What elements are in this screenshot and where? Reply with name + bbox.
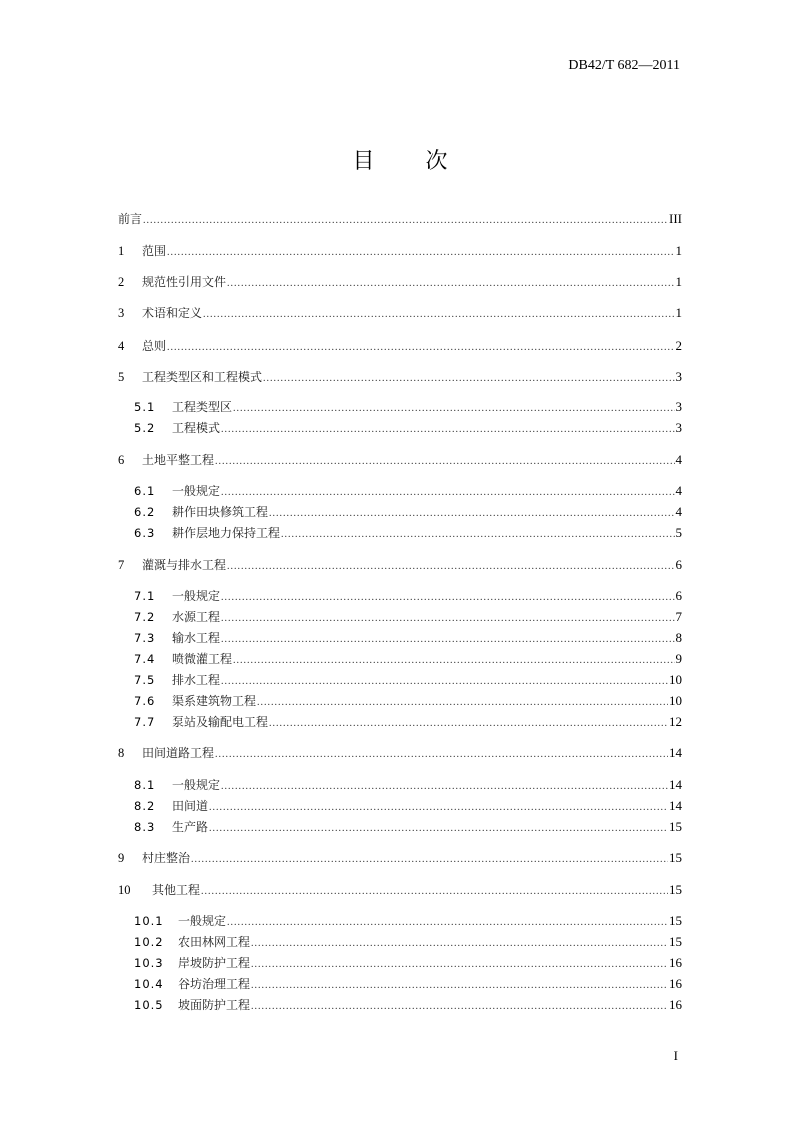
dot-leader [263, 370, 674, 388]
toc-page-number: 6 [675, 588, 682, 603]
toc-section-number: 10.2 [134, 935, 164, 949]
toc-section-title: 术语和定义 [142, 306, 203, 320]
toc-section-number: 1 [118, 244, 125, 258]
toc-page-number: 3 [675, 369, 682, 384]
toc-section-title: 一般规定 [172, 589, 221, 603]
dot-leader [281, 526, 674, 544]
toc-page-number: 4 [675, 483, 682, 498]
toc-subentry[interactable] [134, 933, 682, 951]
dot-leader [221, 484, 674, 502]
toc-subentry[interactable] [134, 713, 682, 731]
dot-leader [221, 421, 674, 439]
toc-section-number: 7 [118, 558, 125, 572]
dot-leader [251, 956, 668, 974]
toc-section-number: 5.2 [134, 421, 156, 435]
toc-section-number: 5.1 [134, 400, 156, 414]
dot-leader [167, 244, 674, 262]
toc-section-title: 一般规定 [172, 778, 221, 792]
toc-entry[interactable] [118, 304, 682, 322]
toc-section-title: 农田林网工程 [178, 935, 251, 949]
toc-entry[interactable] [118, 451, 682, 469]
toc-page-number: 15 [669, 819, 682, 834]
toc-section-number: 4 [118, 339, 125, 353]
dot-leader [227, 558, 674, 576]
toc-section-number: 3 [118, 306, 125, 320]
toc-section-title: 排水工程 [172, 673, 221, 687]
dot-leader [227, 275, 674, 293]
toc-section-number: 10.4 [134, 977, 164, 991]
toc-subentry[interactable] [134, 996, 682, 1014]
toc-page-number: 4 [675, 504, 682, 519]
toc-subentry[interactable] [134, 797, 682, 815]
toc-page-number: 16 [669, 997, 682, 1012]
toc-page-number: 15 [669, 934, 682, 949]
toc-section-title: 田间道路工程 [142, 746, 215, 760]
dot-leader [143, 212, 668, 230]
toc-section-number: 10 [118, 883, 131, 897]
page-number: I [673, 1048, 678, 1063]
toc-subentry[interactable] [134, 482, 682, 500]
title-char-1: 目 [352, 149, 375, 174]
dot-leader [269, 715, 668, 733]
toc-section-number: 8.3 [134, 820, 156, 834]
toc-subentry[interactable] [134, 419, 682, 437]
toc-section-number: 8.1 [134, 778, 156, 792]
dot-leader [227, 914, 668, 932]
toc-page-number: 10 [669, 672, 682, 687]
toc-section-number: 7.7 [134, 715, 156, 729]
dot-leader [251, 977, 668, 995]
toc-page-number: 2 [675, 338, 682, 353]
toc-page-number: 14 [669, 745, 682, 760]
toc-page-number: 6 [675, 557, 682, 572]
toc-section-title: 泵站及输配电工程 [172, 715, 269, 729]
toc-section-title: 工程模式 [172, 421, 221, 435]
toc-subentry[interactable] [134, 398, 682, 416]
toc-subentry[interactable] [134, 692, 682, 710]
toc-section-title: 其他工程 [152, 883, 201, 897]
toc-section-number: 10.5 [134, 998, 164, 1012]
toc-section-title: 田间道 [172, 799, 209, 813]
toc-page-number: 1 [675, 305, 682, 320]
toc-page-number: 15 [669, 850, 682, 865]
toc-section-number: 7.3 [134, 631, 156, 645]
toc-section-number: 7.2 [134, 610, 156, 624]
toc-entry[interactable] [118, 273, 682, 291]
dot-leader [221, 631, 674, 649]
toc-page-number: 12 [669, 714, 682, 729]
toc-section-title: 工程类型区和工程模式 [142, 370, 263, 384]
toc-subentry[interactable] [134, 671, 682, 689]
toc-subentry[interactable] [134, 650, 682, 668]
toc-section-title: 喷微灌工程 [172, 652, 233, 666]
toc-subentry[interactable] [134, 912, 682, 930]
toc-entry[interactable] [118, 242, 682, 260]
dot-leader [191, 851, 668, 869]
dot-leader [209, 820, 668, 838]
toc-entry[interactable] [118, 337, 682, 355]
toc-section-title: 一般规定 [178, 914, 227, 928]
toc-page-number: 7 [675, 609, 682, 624]
toc-subentry[interactable] [134, 503, 682, 521]
toc-entry[interactable] [118, 744, 682, 762]
toc-section-title: 水源工程 [172, 610, 221, 624]
document-code: DB42/T 682—2011 [568, 58, 680, 73]
toc-section-title: 村庄整治 [142, 851, 191, 865]
toc-section-number: 7.6 [134, 694, 156, 708]
toc-section-title: 耕作层地力保持工程 [172, 526, 281, 540]
toc-section-number: 8.2 [134, 799, 156, 813]
toc-section-number: 6.2 [134, 505, 156, 519]
toc-section-title: 一般规定 [172, 484, 221, 498]
toc-section-title: 土地平整工程 [142, 453, 215, 467]
toc-subentry[interactable] [134, 818, 682, 836]
toc-page-number: 15 [669, 882, 682, 897]
dot-leader [257, 694, 668, 712]
toc-section-title: 输水工程 [172, 631, 221, 645]
toc-section-number: 10.3 [134, 956, 164, 970]
dot-leader [167, 339, 674, 357]
dot-leader [233, 652, 674, 670]
dot-leader [221, 610, 674, 628]
toc-subentry[interactable] [134, 608, 682, 626]
toc-subentry[interactable] [134, 629, 682, 647]
toc-entry[interactable] [118, 556, 682, 574]
toc-page-number: 5 [675, 525, 682, 540]
toc-page-number: III [669, 211, 682, 226]
dot-leader [251, 998, 668, 1016]
dot-leader [221, 589, 674, 607]
dot-leader [269, 505, 674, 523]
toc-subentry[interactable] [134, 524, 682, 542]
toc-subentry[interactable] [134, 587, 682, 605]
toc-section-number: 6 [118, 453, 125, 467]
dot-leader [203, 306, 674, 324]
toc-subentry[interactable] [134, 776, 682, 794]
toc-entry[interactable] [118, 210, 682, 228]
toc-subentry[interactable] [134, 975, 682, 993]
toc-page-number: 1 [675, 274, 682, 289]
toc-section-number: 5 [118, 370, 125, 384]
toc-page-number: 15 [669, 913, 682, 928]
toc-page-number: 14 [669, 777, 682, 792]
toc-section-number: 7.4 [134, 652, 156, 666]
toc-section-title: 规范性引用文件 [142, 275, 227, 289]
toc-section-number: 9 [118, 851, 125, 865]
toc-section-number: 6.3 [134, 526, 156, 540]
toc-page-number: 3 [675, 420, 682, 435]
dot-leader [233, 400, 674, 418]
toc-section-title: 坡面防护工程 [178, 998, 251, 1012]
toc-section-number: 6.1 [134, 484, 156, 498]
toc-section-title: 谷坊治理工程 [178, 977, 251, 991]
dot-leader [215, 453, 674, 471]
toc-section-title: 生产路 [172, 820, 209, 834]
dot-leader [215, 746, 668, 764]
toc-section-title: 工程类型区 [172, 400, 233, 414]
toc-page-number: 16 [669, 955, 682, 970]
toc-section-number: 7.5 [134, 673, 156, 687]
toc-page-number: 10 [669, 693, 682, 708]
dot-leader [221, 673, 668, 691]
toc-section-number: 7.1 [134, 589, 156, 603]
toc-section-title: 渠系建筑物工程 [172, 694, 257, 708]
dot-leader [251, 935, 668, 953]
toc-page-number: 3 [675, 399, 682, 414]
toc-section-title: 耕作田块修筑工程 [172, 505, 269, 519]
toc-entry[interactable] [118, 849, 682, 867]
dot-leader [221, 778, 668, 796]
toc-page-number: 4 [675, 452, 682, 467]
toc-section-title: 岸坡防护工程 [178, 956, 251, 970]
title-char-2: 次 [425, 149, 448, 174]
toc-entry[interactable] [118, 881, 682, 899]
toc-section-title: 总则 [142, 339, 167, 353]
toc-page-number: 14 [669, 798, 682, 813]
toc-section-number: 2 [118, 275, 125, 289]
toc-section-number: 8 [118, 746, 125, 760]
toc-page-number: 9 [675, 651, 682, 666]
toc-page-number: 1 [675, 243, 682, 258]
toc-entry[interactable] [118, 368, 682, 386]
toc-page-number: 16 [669, 976, 682, 991]
toc-section-title: 范围 [142, 244, 167, 258]
toc-section-title: 灌溉与排水工程 [142, 558, 227, 572]
dot-leader [201, 883, 668, 901]
dot-leader [209, 799, 668, 817]
toc-page-number: 8 [675, 630, 682, 645]
toc-subentry[interactable] [134, 954, 682, 972]
page-title [0, 144, 800, 175]
toc-section-title: 前言 [118, 212, 143, 226]
toc-section-number: 10.1 [134, 914, 164, 928]
